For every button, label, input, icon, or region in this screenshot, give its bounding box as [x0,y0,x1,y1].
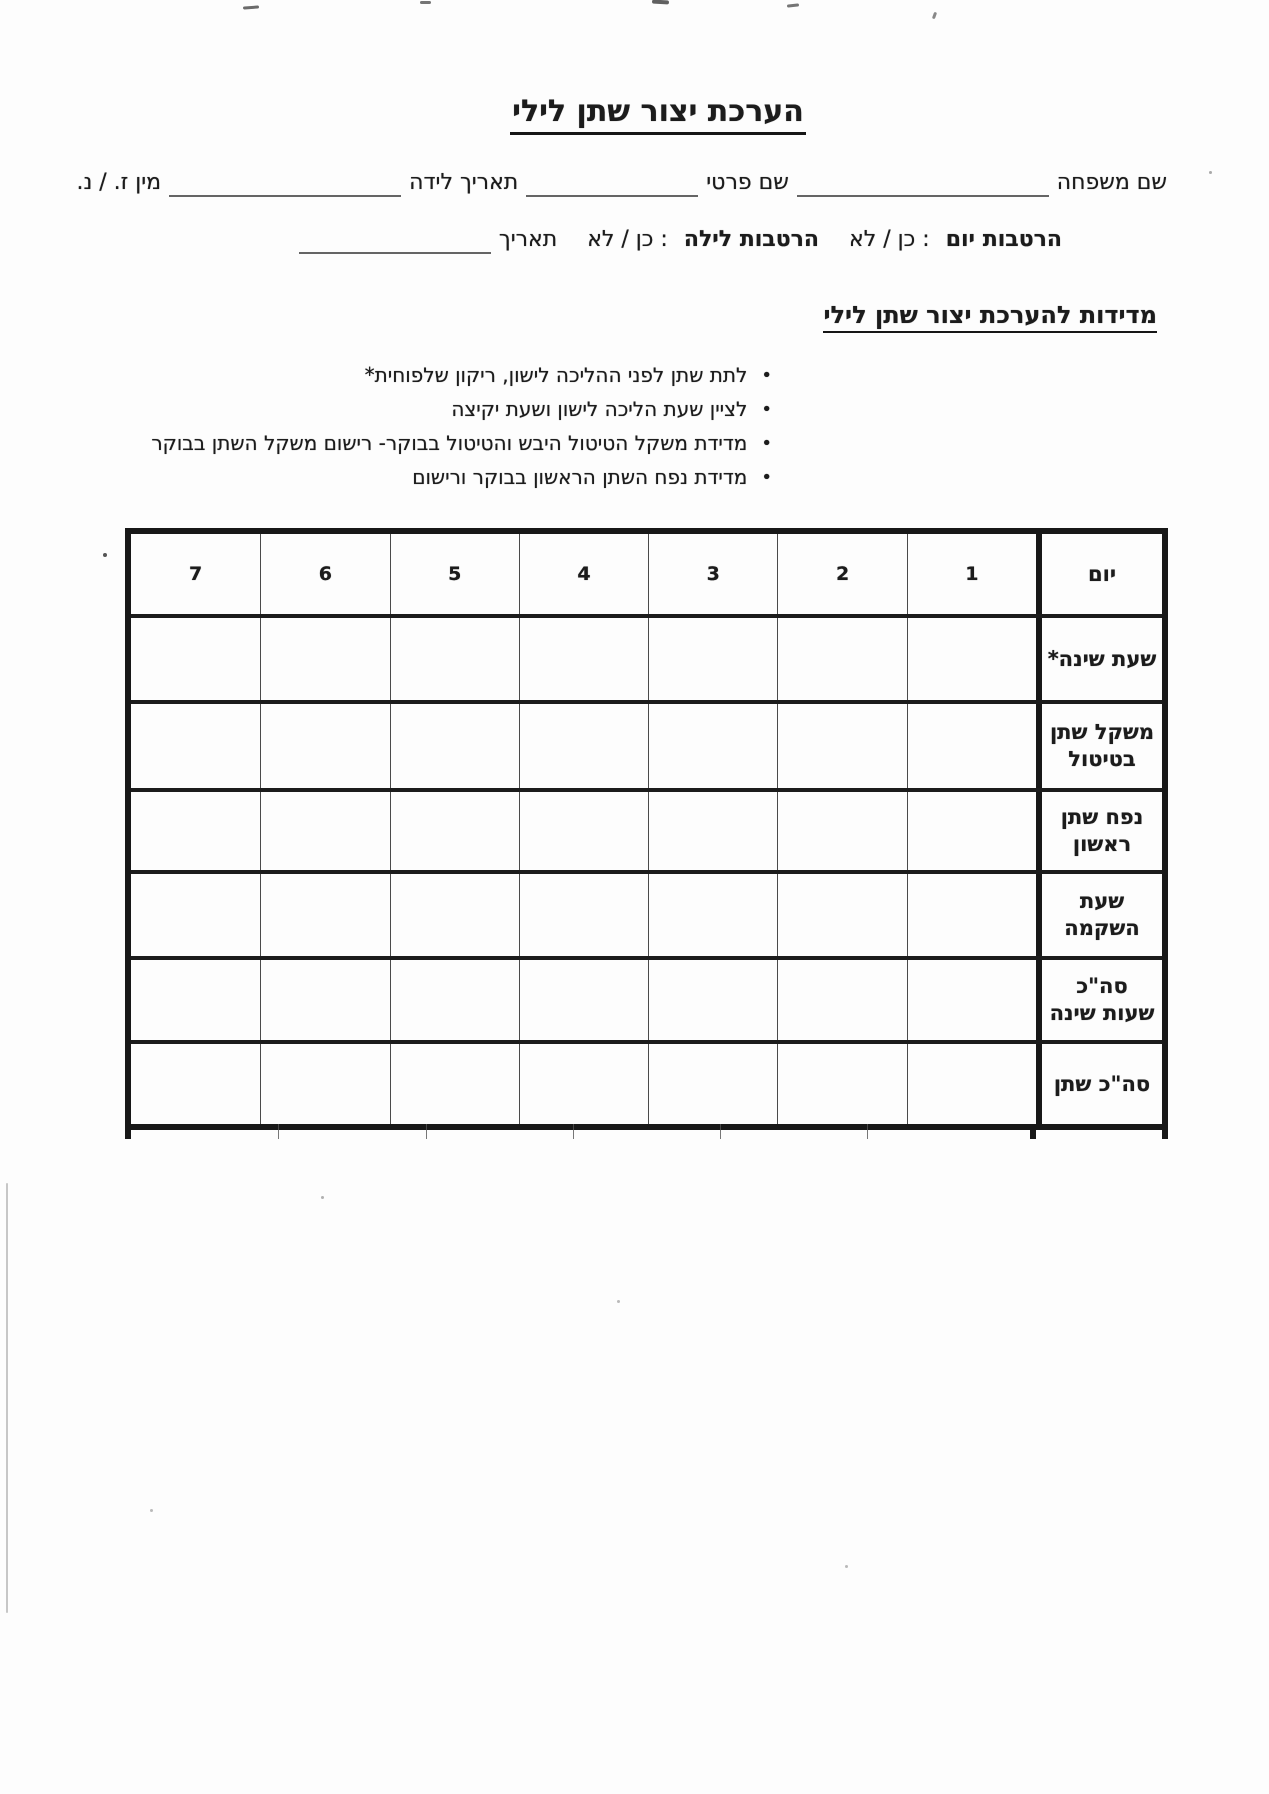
empty-cell [131,1044,260,1124]
day-5-header: 5 [390,534,519,614]
scan-speck [845,1565,848,1568]
table-row-diaper-urine-weight [131,704,1162,792]
bullet-icon: • [761,433,772,454]
day-4-header: 4 [519,534,648,614]
birth-date-label: תאריך לידה [409,170,519,195]
empty-cell [907,704,1036,788]
date-field [299,230,491,254]
table-row-total-sleep-hours [131,960,1162,1044]
empty-cell [260,618,389,700]
empty-cell [648,874,777,956]
table-row-sleep-time [131,618,1162,704]
table-row-wakeup-time [131,874,1162,960]
empty-cell [131,792,260,870]
empty-cell [519,960,648,1040]
empty-cell [131,874,260,956]
label-column-line [1030,1124,1036,1139]
day-1-header: 1 [907,534,1036,614]
row-label: סה"כ שתן [1036,1044,1162,1124]
family-name-label: שם משפחה [1056,170,1167,195]
table-cutoff-strip [125,1124,1168,1139]
empty-cell [260,704,389,788]
empty-cell [907,874,1036,956]
table-header-row [131,534,1162,618]
empty-cell [260,792,389,870]
first-name-label: שם פרטי [706,170,789,195]
family-name-field [797,173,1049,197]
birth-date-field [169,173,401,197]
empty-cell [519,1044,648,1124]
row-label: סה"כ שעות שינה [1036,960,1162,1040]
empty-cell [260,1044,389,1124]
scan-artifact [652,0,669,4]
daytime-wetting-label: הרטבות יום [945,227,1062,252]
empty-cell [648,704,777,788]
day-6-header: 6 [260,534,389,614]
page-title [498,94,818,135]
empty-cell [907,1044,1036,1124]
list-item [151,398,772,421]
scan-speck [617,1300,620,1303]
scan-artifact [6,1183,8,1613]
column-line [867,1124,868,1139]
bullet-icon: • [761,467,772,488]
date-label: תאריך [498,227,558,252]
scan-speck [321,1196,324,1199]
scan-artifact [420,1,431,4]
measurements-instructions-list [151,364,772,500]
empty-cell [260,874,389,956]
patient-details-row [76,163,1167,197]
gender-label: מין ז. / נ. [76,170,162,195]
table-row-total-urine [131,1044,1162,1124]
empty-cell [648,960,777,1040]
row-label: נפח שתן ראשון [1036,792,1162,870]
empty-cell [131,704,260,788]
day-column-header: יום [1036,534,1162,614]
empty-cell [519,792,648,870]
day-2-header: 2 [777,534,906,614]
empty-cell [648,792,777,870]
first-name-field [526,173,698,197]
column-line [278,1124,279,1139]
empty-cell [907,618,1036,700]
empty-cell [390,792,519,870]
row-label: שעת השקמה [1036,874,1162,956]
instruction-text: לציין שעת הליכה לישון ושעת יקיצה [451,397,748,421]
empty-cell [907,960,1036,1040]
empty-cell [777,960,906,1040]
row-label: משקל שתן בטיטול [1036,704,1162,788]
empty-cell [519,704,648,788]
list-item [151,364,772,387]
scan-speck [150,1509,153,1512]
empty-cell [648,618,777,700]
empty-cell [777,874,906,956]
column-line [573,1124,574,1139]
scan-speck [1209,171,1212,174]
page-title-text: הערכת יצור שתן לילי [510,94,806,135]
empty-cell [390,874,519,956]
empty-cell [390,618,519,700]
scan-artifact [243,5,259,9]
list-item [151,432,772,455]
empty-cell [777,792,906,870]
scan-speck [103,553,107,557]
night-wetting-options: : כן / לא [587,227,668,252]
empty-cell [131,618,260,700]
instruction-text: לתת שתן לפני ההליכה לישון, ריקון שלפוחית* [364,363,748,387]
bullet-icon: • [761,399,772,420]
empty-cell [907,792,1036,870]
empty-cell [131,960,260,1040]
empty-cell [777,618,906,700]
instruction-text: מדידת משקל הטיטול היבש והטיטול בבוקר- רישום משקל השתן בבוקר [151,431,748,455]
row-label: שעת שינה* [1036,618,1162,700]
empty-cell [390,1044,519,1124]
scan-artifact [787,3,799,7]
empty-cell [777,704,906,788]
column-line [720,1124,721,1139]
day-3-header: 3 [648,534,777,614]
day-7-header: 7 [189,563,203,585]
empty-cell [777,1044,906,1124]
measurements-heading-text: מדידות להערכת יצור שתן לילי [823,301,1157,333]
list-item [151,466,772,489]
night-wetting-label: הרטבות לילה [683,227,820,252]
wetting-details-row [291,220,1062,254]
empty-cell [260,960,389,1040]
empty-cell [648,1044,777,1124]
table-row-first-urine-volume [131,792,1162,874]
empty-cell [519,618,648,700]
measurements-heading [823,301,1157,333]
scan-artifact [932,12,937,20]
urine-recording-table [125,528,1168,1130]
bullet-icon: • [761,365,772,386]
column-line [426,1124,427,1139]
daytime-wetting-options: : כן / לא [849,227,930,252]
empty-cell [390,704,519,788]
empty-cell [519,874,648,956]
empty-cell [390,960,519,1040]
instruction-text: מדידת נפח השתן הראשון בבוקר ורישום [412,465,748,489]
